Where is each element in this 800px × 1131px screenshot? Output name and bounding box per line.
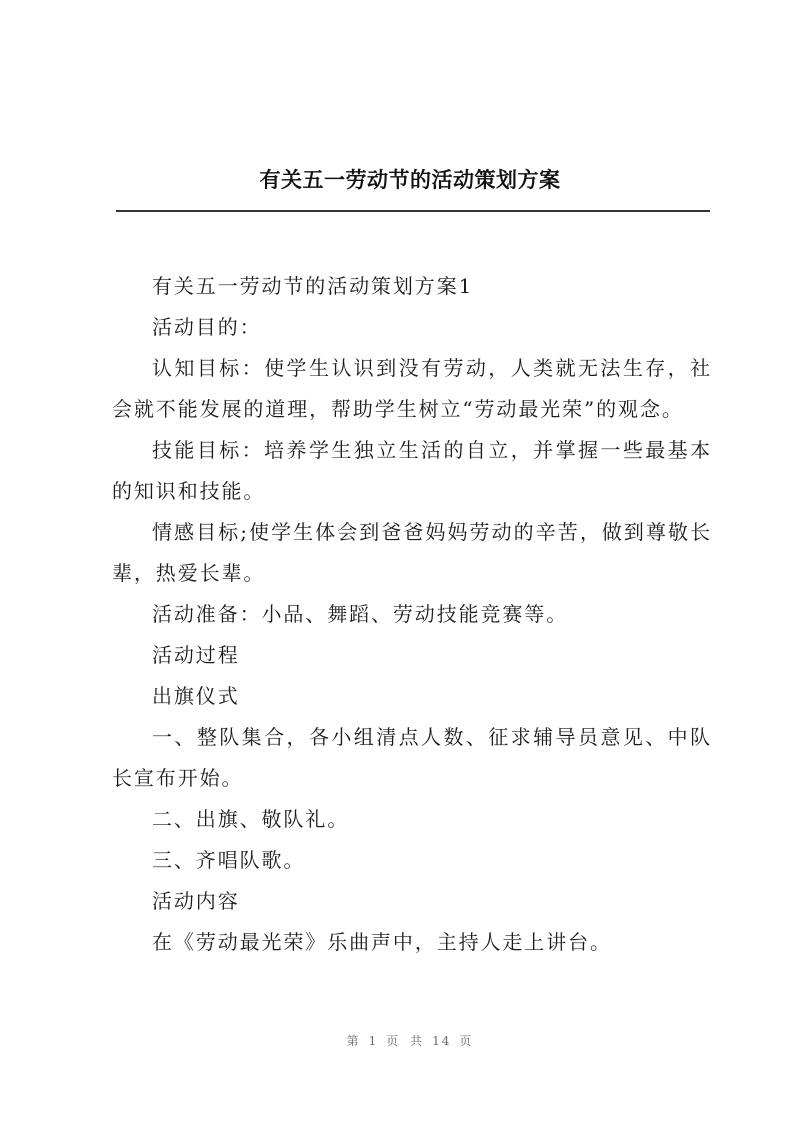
total-pages-number: 14 <box>432 1034 452 1048</box>
paragraph: 有关五一劳动节的活动策划方案1 <box>152 274 474 298</box>
paragraph: 出旗仪式 <box>152 684 240 708</box>
page-footer <box>0 1032 800 1049</box>
paragraph: 三、齐唱队歌。 <box>152 848 306 872</box>
document-body <box>112 266 712 963</box>
footer-prefix: 第 <box>346 1034 361 1048</box>
paragraph: 活动内容 <box>152 889 240 913</box>
footer-suffix: 页 <box>459 1034 474 1048</box>
paragraph: 在《劳动最光荣》乐曲声中，主持人走上讲台。 <box>152 930 612 954</box>
title-divider <box>116 210 710 212</box>
paragraph: 技能目标：培养学生独立生活的自立，并掌握一些最基本的知识和技能。 <box>112 438 712 503</box>
paragraph: 情感目标;使学生体会到爸爸妈妈劳动的辛苦，做到尊敬长辈，热爱长辈。 <box>112 520 712 585</box>
paragraph: 认知目标：使学生认识到没有劳动，人类就无法生存，社会就不能发展的道理，帮助学生树立“劳动最光荣”的观念。 <box>112 356 712 421</box>
paragraph: 活动目的： <box>152 315 262 339</box>
document-title: 有关五一劳动节的活动策划方案 <box>259 168 561 192</box>
footer-middle: 页 共 <box>386 1034 425 1048</box>
paragraph: 活动准备：小品、舞蹈、劳动技能竞赛等。 <box>152 602 569 626</box>
paragraph: 活动过程 <box>152 643 240 667</box>
paragraph: 一、整队集合，各小组清点人数、征求辅导员意见、中队长宣布开始。 <box>112 725 712 790</box>
paragraph: 二、出旗、敬队礼。 <box>152 807 350 831</box>
current-page-number: 1 <box>368 1034 379 1048</box>
